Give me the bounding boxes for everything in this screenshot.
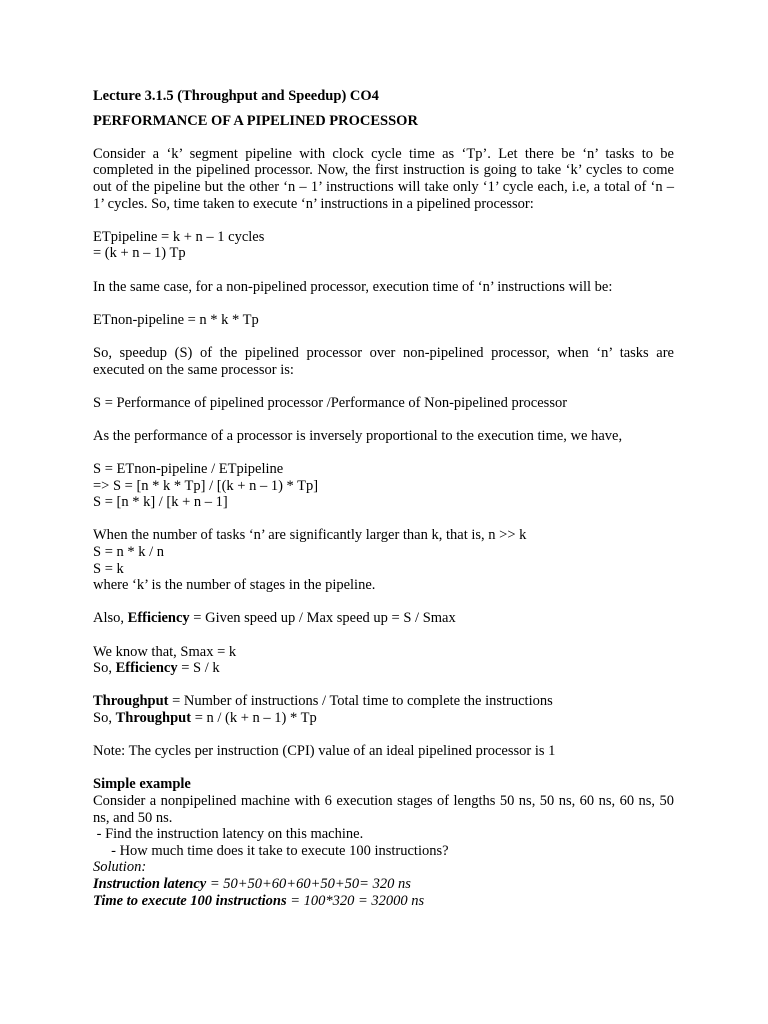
et-pipeline-formula: ETpipeline = k + n – 1 cycles [93,228,265,245]
spacer [93,295,674,312]
example-heading [93,776,674,793]
solution-time-value: = 100*320 = 32000 ns [290,892,425,909]
solution-latency-term: Instruction latency [93,875,210,892]
large-n-line: When the number of tasks ‘n’ are significantly larger than k, that is, n >> k [93,527,527,544]
throughput-term: Throughput [115,709,192,726]
spacer [93,328,674,345]
example-question: - How much time does it take to execute 100 instructions? [93,842,449,859]
throughput-formula: = n / (k + n – 1) * Tp [191,709,317,726]
et-pipeline-formula-tp: = (k + n – 1) Tp [93,245,186,262]
lecture-title: Lecture 3.1.5 (Throughput and Speedup) CO4 [93,88,379,104]
efficiency-term: Efficiency [127,610,190,627]
solution-time [93,893,674,910]
speedup-derivation-line: S = [n * k] / [k + n – 1] [93,494,228,511]
spacer [93,511,674,528]
nonpipelined-intro: In the same case, for a non-pipelined processor, execution time of ‘n’ instructions will be: [93,278,613,295]
efficiency-formula: = S / k [177,660,220,677]
throughput-definition [93,693,674,710]
speedup-derivation-line: => S = [n * k * Tp] / [(k + n – 1) * Tp] [93,477,319,494]
cpi-note: Note: The cycles per instruction (CPI) value of an ideal pipelined processor is 1 [93,743,556,760]
speedup-definition: S = Performance of pipelined processor /Performance of Non-pipelined processor [93,394,568,411]
intro-paragraph: Consider a ‘k’ segment pipeline with clock cycle time as ‘Tp’. Let there be ‘n’ tasks to be completed in the pipelined processor. Now, the first instruction is going to take ‘k’ cycles to come out of the pipeline but the other ‘n – 1’ instructions will take only ‘1’ cycle each, i.e, a total of ‘n – 1’ cycles. So, time taken to execute ‘n’ instructions in a pipelined processor: [93,145,674,212]
spacer [93,129,674,146]
large-n-line: where ‘k’ is the number of stages in the pipeline. [93,577,376,594]
solution-latency [93,876,674,893]
efficiency-formula: = Given speed up / Max speed up = S / Smax [189,610,456,627]
example-heading-text: Simple example [93,776,191,793]
solution-time-term: Time to execute 100 instructions [93,892,291,909]
spacer [93,594,674,611]
throughput-formula: = Number of instructions / Total time to complete the instructions [168,693,553,710]
spacer [93,727,674,744]
spacer [93,760,674,777]
spacer [93,262,674,279]
solution-latency-value: = 50+50+60+60+50+50= 320 ns [209,875,411,892]
throughput-prefix: So, [93,709,116,726]
efficiency-prefix: Also, [93,610,128,627]
inverse-note: As the performance of a processor is inversely proportional to the execution time, we have, [93,427,623,444]
spacer [93,677,674,694]
speedup-derivation-line: S = ETnon-pipeline / ETpipeline [93,461,284,478]
efficiency-definition [93,610,674,627]
section-title: PERFORMANCE OF A PIPELINED PROCESSOR [93,112,418,129]
solution-label: Solution: [93,859,147,876]
speedup-intro: So, speedup (S) of the pipelined processor over non-pipelined processor, when ‘n’ tasks are executed on the same processor is: [93,344,674,378]
spacer [93,627,674,644]
spacer [93,378,674,395]
efficiency-term: Efficiency [115,660,178,677]
efficiency-simplified [93,660,674,677]
large-n-line: S = k [93,560,124,577]
spacer [93,105,674,113]
throughput-term: Throughput [93,693,169,710]
example-paragraph: Consider a nonpipelined machine with 6 execution stages of lengths 50 ns, 50 ns, 60 ns, 60 ns, 50 ns, and 50 ns. [93,792,674,826]
spacer [93,444,674,461]
spacer [93,411,674,428]
large-n-line: S = n * k / n [93,544,165,561]
spacer [93,212,674,229]
example-question: - Find the instruction latency on this machine. [93,826,364,843]
smax-line: We know that, Smax = k [93,643,237,660]
efficiency-prefix: So, [93,660,116,677]
et-nonpipeline-formula: ETnon-pipeline = n * k * Tp [93,311,259,328]
throughput-formula-line [93,710,674,727]
